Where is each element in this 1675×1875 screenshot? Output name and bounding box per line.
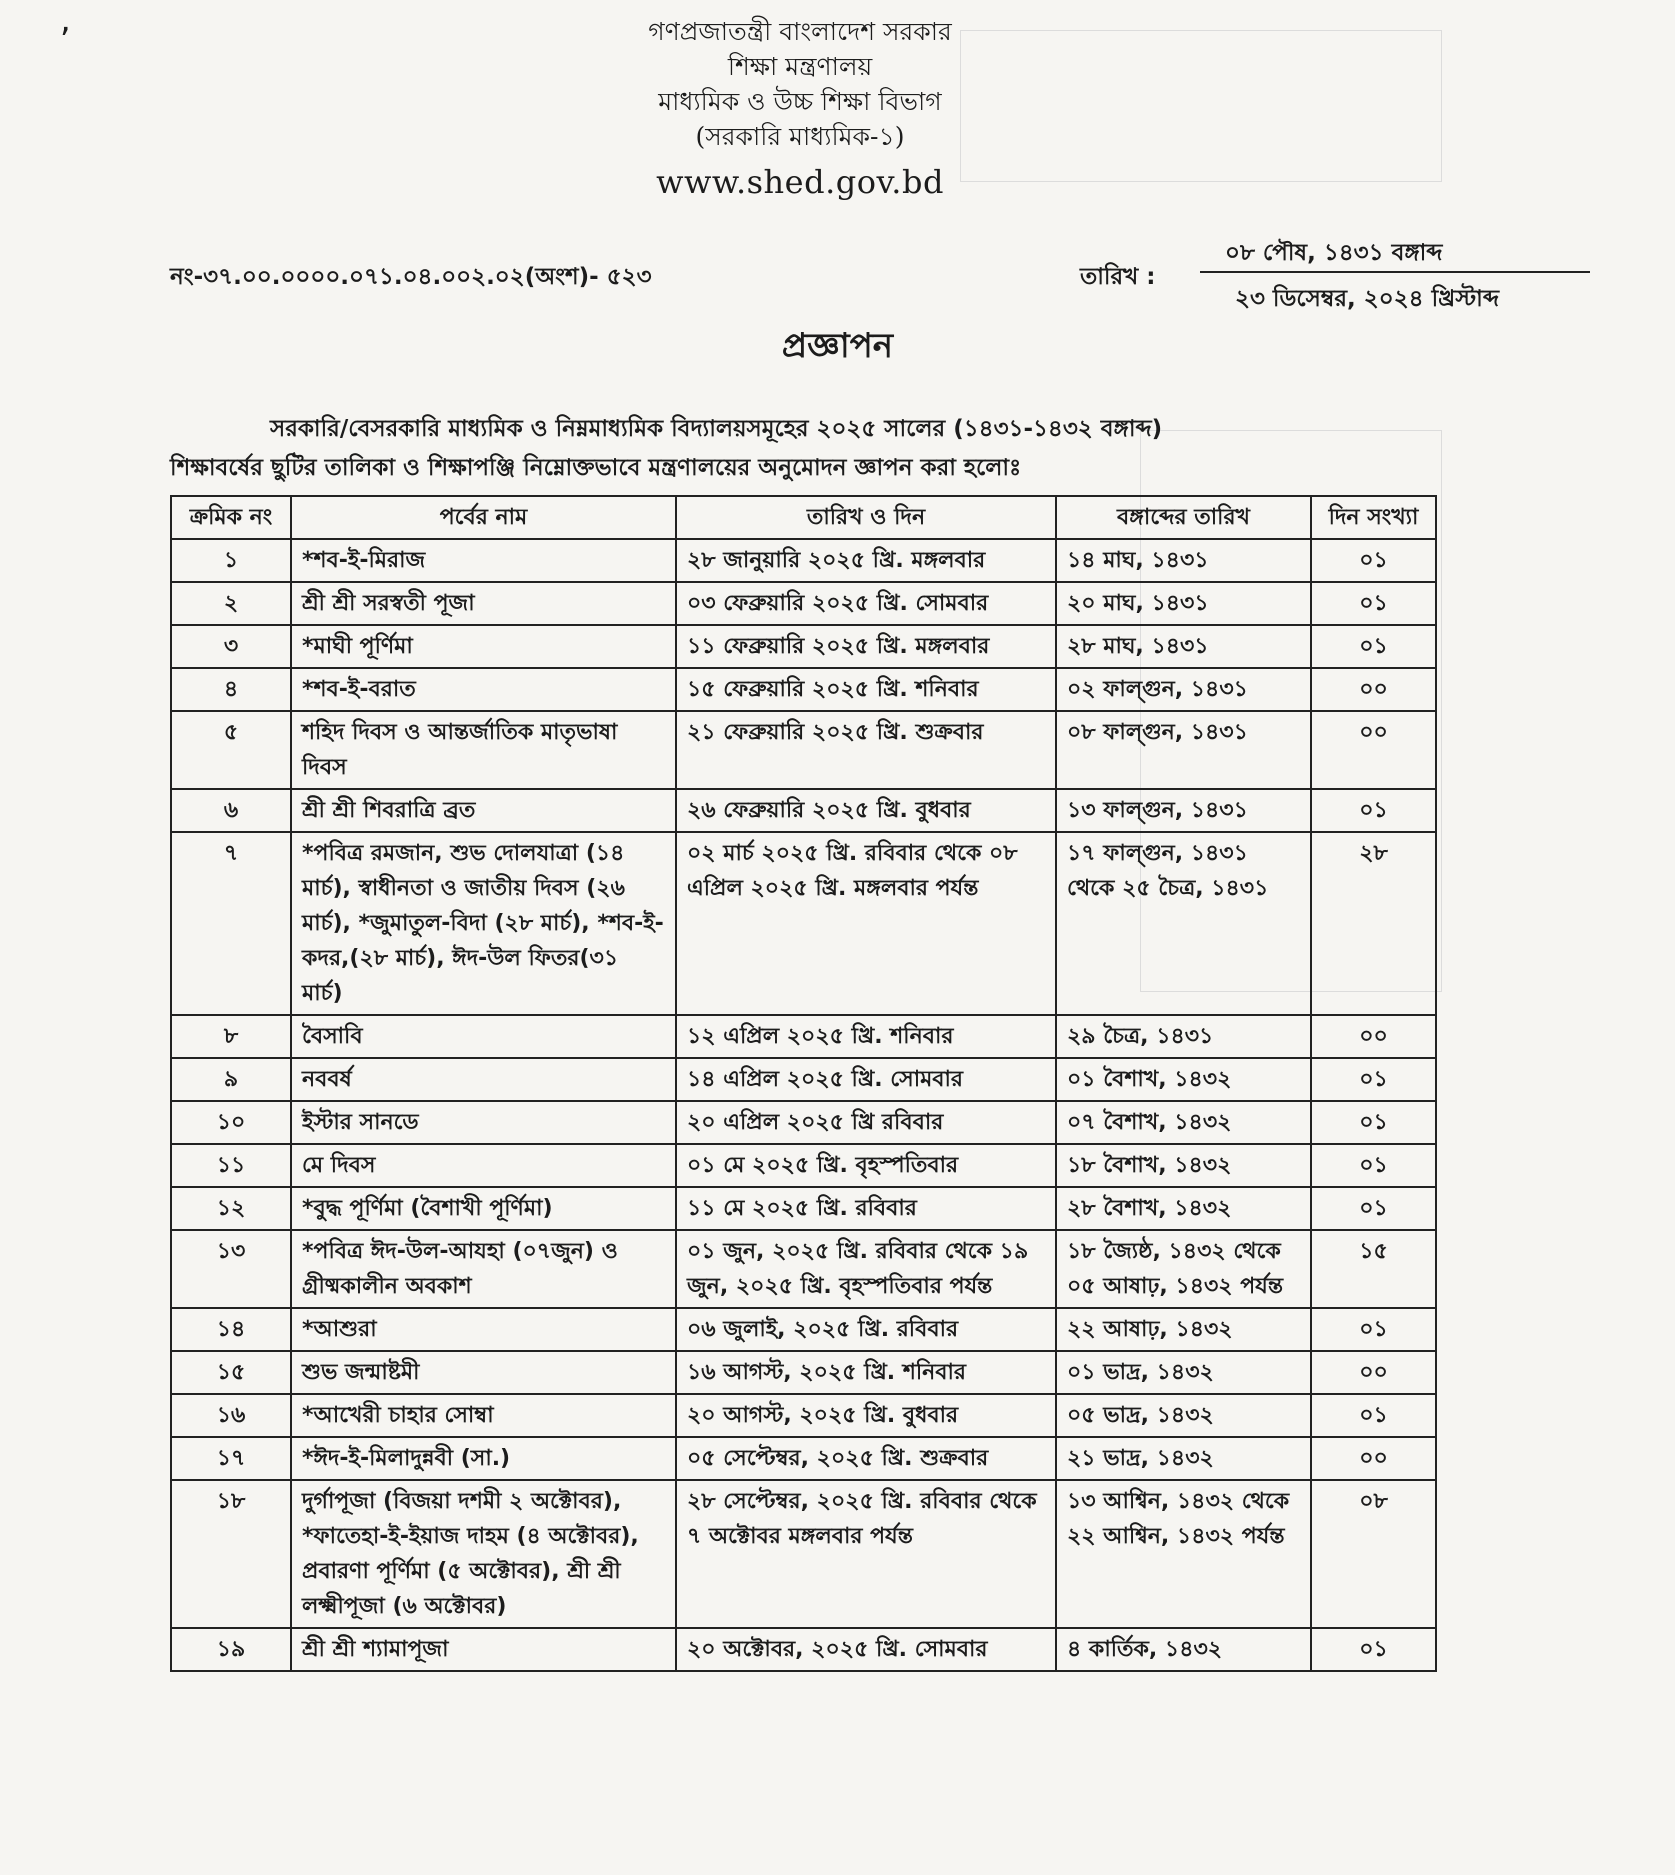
reference-number: নং-৩৭.০০.০০০০.০৭১.০৪.০০২.০২(অংশ)- ৫২৩ bbox=[170, 264, 652, 290]
cell-date: ২০ এপ্রিল ২০২৫ খ্রি রবিবার bbox=[676, 1101, 1056, 1144]
cell-bangla-date: ০৭ বৈশাখ, ১৪৩২ bbox=[1056, 1101, 1311, 1144]
col-header-serial: ক্রমিক নং bbox=[171, 496, 291, 539]
cell-serial: ১৬ bbox=[171, 1394, 291, 1437]
cell-date: ১২ এপ্রিল ২০২৫ খ্রি. শনিবার bbox=[676, 1015, 1056, 1058]
cell-date: ০২ মার্চ ২০২৫ খ্রি. রবিবার থেকে ০৮ এপ্রিল ২০২৫ খ্রি. মঙ্গলবার পর্যন্ত bbox=[676, 832, 1056, 1015]
cell-name: শ্রী শ্রী শিবরাত্রি ব্রত bbox=[291, 789, 676, 832]
table-row bbox=[171, 582, 1436, 625]
intro-line-1: সরকারি/বেসরকারি মাধ্যমিক ও নিম্নমাধ্যমিক বিদ্যালয়সমূহের ২০২৫ সালের (১৪৩১-১৪৩২ বঙ্গাব্দ) bbox=[270, 416, 1163, 442]
cell-name: *পবিত্র ঈদ-উল-আযহা (০৭জুন) ও গ্রীষ্মকালীন অবকাশ bbox=[291, 1230, 676, 1308]
cell-name: *মাঘী পূর্ণিমা bbox=[291, 625, 676, 668]
cell-name: *শব-ই-মিরাজ bbox=[291, 539, 676, 582]
cell-bangla-date: ১৭ ফাল্গুন, ১৪৩১ থেকে ২৫ চৈত্র, ১৪৩১ bbox=[1056, 832, 1311, 1015]
cell-bangla-date: ১৮ জ্যৈষ্ঠ, ১৪৩২ থেকে ০৫ আষাঢ়, ১৪৩২ পর্যন্ত bbox=[1056, 1230, 1311, 1308]
section-name: (সরকারি মাধ্যমিক-১) bbox=[695, 122, 905, 151]
cell-bangla-date: ২০ মাঘ, ১৪৩১ bbox=[1056, 582, 1311, 625]
table-header-row bbox=[171, 496, 1436, 539]
col-header-bangla-date: বঙ্গাব্দের তারিখ bbox=[1056, 496, 1311, 539]
cell-date: ২০ আগস্ট, ২০২৫ খ্রি. বুধবার bbox=[676, 1394, 1056, 1437]
table-row bbox=[171, 1058, 1436, 1101]
cell-serial: ৪ bbox=[171, 668, 291, 711]
cell-days: ০১ bbox=[1311, 1308, 1436, 1351]
cell-date: ২৮ সেপ্টেম্বর, ২০২৫ খ্রি. রবিবার থেকে ৭ অক্টোবর মঙ্গলবার পর্যন্ত bbox=[676, 1480, 1056, 1628]
cell-days: ০১ bbox=[1311, 789, 1436, 832]
table-row bbox=[171, 1437, 1436, 1480]
cell-days: ০১ bbox=[1311, 1394, 1436, 1437]
cell-serial: ১০ bbox=[171, 1101, 291, 1144]
cell-name: দুর্গাপূজা (বিজয়া দশমী ২ অক্টোবর), *ফাতেহা-ই-ইয়াজ দাহম (৪ অক্টোবর), প্রবারণা পূর্ণিমা (৫ অক্টোবর), শ্রী শ্রী লক্ষ্মীপূজা (৬ অক্টোবর) bbox=[291, 1480, 676, 1628]
table-row bbox=[171, 1394, 1436, 1437]
cell-days: ০১ bbox=[1311, 1144, 1436, 1187]
cell-date: ০১ জুন, ২০২৫ খ্রি. রবিবার থেকে ১৯ জুন, ২০২৫ খ্রি. বৃহস্পতিবার পর্যন্ত bbox=[676, 1230, 1056, 1308]
cell-days: ০১ bbox=[1311, 625, 1436, 668]
page-title: প্রজ্ঞাপন bbox=[781, 326, 894, 366]
table-row bbox=[171, 789, 1436, 832]
cell-days: ০১ bbox=[1311, 1187, 1436, 1230]
cell-serial: ১১ bbox=[171, 1144, 291, 1187]
cell-date: ১৬ আগস্ট, ২০২৫ খ্রি. শনিবার bbox=[676, 1351, 1056, 1394]
cell-date: ১১ মে ২০২৫ খ্রি. রবিবার bbox=[676, 1187, 1056, 1230]
cell-days: ০১ bbox=[1311, 539, 1436, 582]
cell-name: *আশুরা bbox=[291, 1308, 676, 1351]
cell-bangla-date: ০১ ভাদ্র, ১৪৩২ bbox=[1056, 1351, 1311, 1394]
cell-bangla-date: ২৮ মাঘ, ১৪৩১ bbox=[1056, 625, 1311, 668]
cell-bangla-date: ০৮ ফাল্গুন, ১৪৩১ bbox=[1056, 711, 1311, 789]
cell-serial: ১৮ bbox=[171, 1480, 291, 1628]
cell-date: ১৫ ফেব্রুয়ারি ২০২৫ খ্রি. শনিবার bbox=[676, 668, 1056, 711]
cell-serial: ৯ bbox=[171, 1058, 291, 1101]
cell-days: ০১ bbox=[1311, 582, 1436, 625]
cell-serial: ৬ bbox=[171, 789, 291, 832]
cell-date: ১১ ফেব্রুয়ারি ২০২৫ খ্রি. মঙ্গলবার bbox=[676, 625, 1056, 668]
col-header-name: পর্বের নাম bbox=[291, 496, 676, 539]
cell-serial: ৮ bbox=[171, 1015, 291, 1058]
letterhead bbox=[540, 14, 1060, 206]
cell-bangla-date: ০৫ ভাদ্র, ১৪৩২ bbox=[1056, 1394, 1311, 1437]
cell-serial: ৩ bbox=[171, 625, 291, 668]
table-row bbox=[171, 1351, 1436, 1394]
cell-serial: ১২ bbox=[171, 1187, 291, 1230]
government-name: গণপ্রজাতন্ত্রী বাংলাদেশ সরকার bbox=[648, 17, 952, 46]
table-row bbox=[171, 1230, 1436, 1308]
intro-line-2: শিক্ষাবর্ষের ছুটির তালিকা ও শিক্ষাপঞ্জি নিম্নোক্তভাবে মন্ত্রণালয়ের অনুমোদন জ্ঞাপন করা হলোঃ bbox=[170, 455, 1022, 481]
cell-days: ০০ bbox=[1311, 1437, 1436, 1480]
cell-days: ০৮ bbox=[1311, 1480, 1436, 1628]
cell-date: ০১ মে ২০২৫ খ্রি. বৃহস্পতিবার bbox=[676, 1144, 1056, 1187]
cell-date: ২৬ ফেব্রুয়ারি ২০২৫ খ্রি. বুধবার bbox=[676, 789, 1056, 832]
date-divider bbox=[1200, 271, 1590, 273]
cell-serial: ৫ bbox=[171, 711, 291, 789]
cell-name: শ্রী শ্রী শ্যামাপূজা bbox=[291, 1628, 676, 1671]
cell-name: *বুদ্ধ পূর্ণিমা (বৈশাখী পূর্ণিমা) bbox=[291, 1187, 676, 1230]
table-row bbox=[171, 711, 1436, 789]
table-row bbox=[171, 1480, 1436, 1628]
date-bangla: ০৮ পৌষ, ১৪৩১ বঙ্গাব্দ bbox=[1225, 240, 1443, 266]
cell-name: ইস্টার সানডে bbox=[291, 1101, 676, 1144]
cell-bangla-date: ২১ ভাদ্র, ১৪৩২ bbox=[1056, 1437, 1311, 1480]
cell-bangla-date: ১৩ আশ্বিন, ১৪৩২ থেকে ২২ আশ্বিন, ১৪৩২ পর্যন্ত bbox=[1056, 1480, 1311, 1628]
cell-serial: ৭ bbox=[171, 832, 291, 1015]
table-row bbox=[171, 1015, 1436, 1058]
cell-name: শহিদ দিবস ও আন্তর্জাতিক মাতৃভাষা দিবস bbox=[291, 711, 676, 789]
cell-serial: ১৪ bbox=[171, 1308, 291, 1351]
cell-name: *পবিত্র রমজান, শুভ দোলযাত্রা (১৪ মার্চ), স্বাধীনতা ও জাতীয় দিবস (২৬ মার্চ), *জুমাতুল-বিদা (২৮ মার্চ), *শব-ই-কদর,(২৮ মার্চ), ঈদ-উল ফিতর(৩১ মার্চ) bbox=[291, 832, 676, 1015]
cell-date: ২১ ফেব্রুয়ারি ২০২৫ খ্রি. শুক্রবার bbox=[676, 711, 1056, 789]
cell-days: ০০ bbox=[1311, 711, 1436, 789]
table-row bbox=[171, 625, 1436, 668]
website-link[interactable]: www.shed.gov.bd bbox=[656, 163, 944, 201]
cell-serial: ১৫ bbox=[171, 1351, 291, 1394]
cell-bangla-date: ১৮ বৈশাখ, ১৪৩২ bbox=[1056, 1144, 1311, 1187]
date-label: তারিখ : bbox=[1080, 264, 1156, 290]
cell-days: ০০ bbox=[1311, 1015, 1436, 1058]
ministry-name: শিক্ষা মন্ত্রণালয় bbox=[727, 52, 873, 81]
date-gregorian: ২৩ ডিসেম্বর, ২০২৪ খ্রিস্টাব্দ bbox=[1235, 286, 1499, 312]
cell-date: ০৬ জুলাই, ২০২৫ খ্রি. রবিবার bbox=[676, 1308, 1056, 1351]
cell-serial: ১৭ bbox=[171, 1437, 291, 1480]
col-header-days: দিন সংখ্যা bbox=[1311, 496, 1436, 539]
division-name: মাধ্যমিক ও উচ্চ শিক্ষা বিভাগ bbox=[658, 87, 942, 116]
table-row bbox=[171, 1187, 1436, 1230]
cell-name: বৈসাবি bbox=[291, 1015, 676, 1058]
cell-serial: ১ bbox=[171, 539, 291, 582]
ink-mark: , bbox=[60, 0, 71, 40]
cell-bangla-date: ০১ বৈশাখ, ১৪৩২ bbox=[1056, 1058, 1311, 1101]
cell-days: ১৫ bbox=[1311, 1230, 1436, 1308]
table-row bbox=[171, 1628, 1436, 1671]
table-row bbox=[171, 1308, 1436, 1351]
cell-name: শুভ জন্মাষ্টমী bbox=[291, 1351, 676, 1394]
cell-name: *শব-ই-বরাত bbox=[291, 668, 676, 711]
cell-date: ০৫ সেপ্টেম্বর, ২০২৫ খ্রি. শুক্রবার bbox=[676, 1437, 1056, 1480]
cell-days: ০১ bbox=[1311, 1101, 1436, 1144]
cell-date: ১৪ এপ্রিল ২০২৫ খ্রি. সোমবার bbox=[676, 1058, 1056, 1101]
table-row bbox=[171, 668, 1436, 711]
holiday-table bbox=[170, 495, 1437, 1672]
cell-date: ২৮ জানুয়ারি ২০২৫ খ্রি. মঙ্গলবার bbox=[676, 539, 1056, 582]
cell-days: ০০ bbox=[1311, 668, 1436, 711]
cell-serial: ১৩ bbox=[171, 1230, 291, 1308]
cell-days: ০০ bbox=[1311, 1351, 1436, 1394]
cell-days: ২৮ bbox=[1311, 832, 1436, 1015]
cell-name: শ্রী শ্রী সরস্বতী পূজা bbox=[291, 582, 676, 625]
cell-bangla-date: ০২ ফাল্গুন, ১৪৩১ bbox=[1056, 668, 1311, 711]
cell-name: নববর্ষ bbox=[291, 1058, 676, 1101]
cell-serial: ২ bbox=[171, 582, 291, 625]
cell-bangla-date: ১৪ মাঘ, ১৪৩১ bbox=[1056, 539, 1311, 582]
cell-name: *আখেরী চাহার সোম্বা bbox=[291, 1394, 676, 1437]
cell-days: ০১ bbox=[1311, 1628, 1436, 1671]
cell-bangla-date: ১৩ ফাল্গুন, ১৪৩১ bbox=[1056, 789, 1311, 832]
cell-days: ০১ bbox=[1311, 1058, 1436, 1101]
table-row bbox=[171, 539, 1436, 582]
cell-bangla-date: ২৮ বৈশাখ, ১৪৩২ bbox=[1056, 1187, 1311, 1230]
table-row bbox=[171, 1144, 1436, 1187]
intro-paragraph bbox=[170, 410, 1440, 488]
cell-bangla-date: ৪ কার্তিক, ১৪৩২ bbox=[1056, 1628, 1311, 1671]
cell-name: মে দিবস bbox=[291, 1144, 676, 1187]
table-row bbox=[171, 832, 1436, 1015]
cell-name: *ঈদ-ই-মিলাদুন্নবী (সা.) bbox=[291, 1437, 676, 1480]
cell-date: ২০ অক্টোবর, ২০২৫ খ্রি. সোমবার bbox=[676, 1628, 1056, 1671]
cell-serial: ১৯ bbox=[171, 1628, 291, 1671]
table-row bbox=[171, 1101, 1436, 1144]
col-header-date: তারিখ ও দিন bbox=[676, 496, 1056, 539]
cell-date: ০৩ ফেব্রুয়ারি ২০২৫ খ্রি. সোমবার bbox=[676, 582, 1056, 625]
cell-bangla-date: ২৯ চৈত্র, ১৪৩১ bbox=[1056, 1015, 1311, 1058]
cell-bangla-date: ২২ আষাঢ়, ১৪৩২ bbox=[1056, 1308, 1311, 1351]
